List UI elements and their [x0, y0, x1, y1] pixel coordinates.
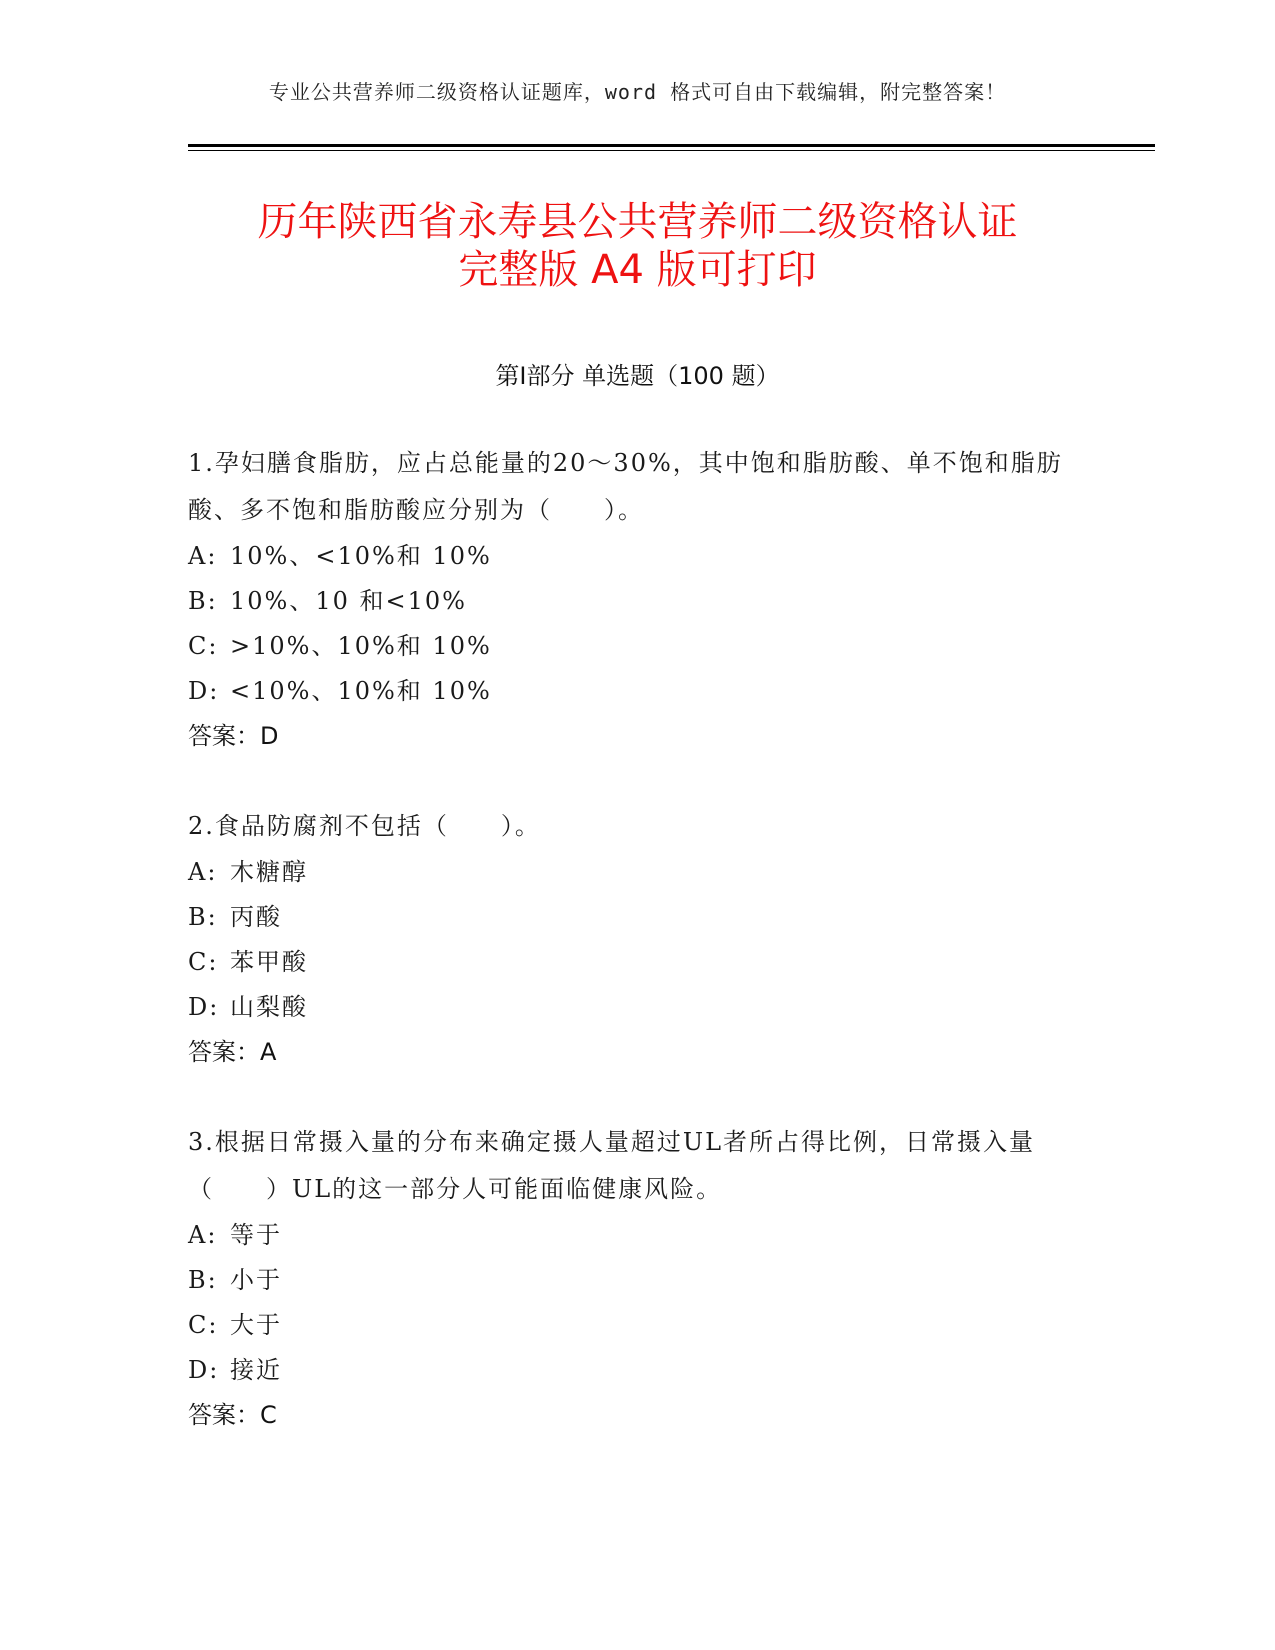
option-letter: C: [188, 948, 219, 976]
option-letter: B: [188, 1266, 218, 1294]
option-letter: B: [188, 587, 218, 615]
option-letter: D: [188, 1356, 220, 1384]
option-text: >10%、10%和 10% [230, 632, 492, 660]
answer-line [188, 1030, 1088, 1075]
question-stem: 2.食品防腐剂不包括（ ）。 [188, 812, 541, 840]
option-text: 苯甲酸 [230, 948, 308, 976]
option-letter: B: [188, 903, 218, 931]
option-c [188, 624, 1088, 669]
option-letter: C: [188, 1311, 219, 1339]
title-line-1: 历年陕西省永寿县公共营养师二级资格认证 [257, 199, 1018, 245]
question-stem: 3.根据日常摄入量的分布来确定摄人量超过UL者所占得比例，日常摄入量（ ）UL的这一部分人可能面临健康风险。 [188, 1128, 1036, 1203]
option-text: 小于 [230, 1266, 282, 1294]
option-d [188, 669, 1088, 714]
option-letter: A: [188, 858, 218, 886]
option-text: 丙酸 [230, 903, 282, 931]
option-letter: C: [188, 632, 219, 660]
option-b [188, 579, 1088, 624]
option-c [188, 940, 1088, 985]
option-d [188, 985, 1088, 1030]
option-d [188, 1348, 1088, 1393]
option-text: 等于 [230, 1221, 282, 1249]
section-heading: 第Ⅰ部分 单选题（100 题） [495, 362, 780, 390]
answer-line [188, 1393, 1088, 1438]
option-b [188, 895, 1088, 940]
option-text: 木糖醇 [230, 858, 308, 886]
question-3 [188, 1119, 1088, 1438]
option-text: <10%、10%和 10% [230, 677, 492, 705]
option-text: 接近 [230, 1356, 282, 1384]
option-a [188, 850, 1088, 895]
question-list [188, 440, 1088, 1482]
option-text: 大于 [230, 1311, 282, 1339]
header-rule-thin [188, 150, 1155, 151]
question-1 [188, 440, 1088, 759]
option-b [188, 1258, 1088, 1303]
answer-value: D [260, 722, 279, 750]
title-line-2: 完整版 A4 版可打印 [458, 247, 817, 293]
answer-value: C [260, 1401, 277, 1429]
option-letter: D: [188, 677, 220, 705]
document-title [0, 198, 1275, 294]
option-text: 10%、<10%和 10% [230, 542, 492, 570]
option-letter: A: [188, 542, 218, 570]
answer-line [188, 714, 1088, 759]
question-stem: 1.孕妇膳食脂肪，应占总能量的20～30%，其中饱和脂肪酸、单不饱和脂肪酸、多不饱和脂肪酸应分别为（ ）。 [188, 449, 1063, 524]
option-letter: A: [188, 1221, 218, 1249]
option-c [188, 1303, 1088, 1348]
question-2 [188, 803, 1088, 1075]
answer-value: A [260, 1038, 277, 1066]
header-rule-thick [188, 144, 1155, 147]
option-a [188, 534, 1088, 579]
answer-label: 答案： [188, 722, 260, 750]
option-a [188, 1213, 1088, 1258]
option-text: 10%、10 和<10% [230, 587, 467, 615]
option-letter: D: [188, 993, 220, 1021]
answer-label: 答案： [188, 1401, 260, 1429]
header-note: 专业公共营养师二级资格认证题库，word 格式可自由下载编辑，附完整答案！ [268, 80, 1007, 104]
answer-label: 答案： [188, 1038, 260, 1066]
option-text: 山梨酸 [230, 993, 308, 1021]
